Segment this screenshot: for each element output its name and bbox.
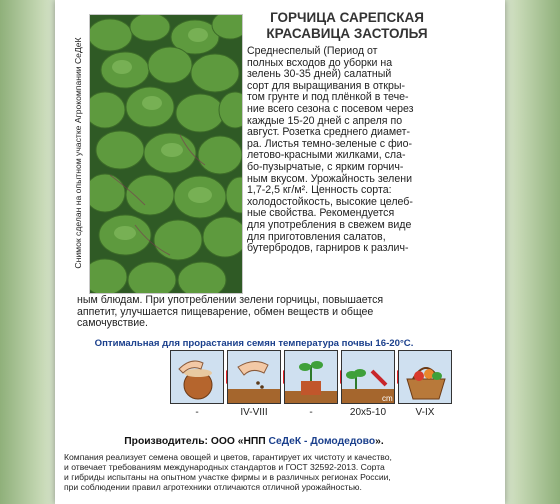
title-line-1: ГОРЧИЦА САРЕПСКАЯ (270, 10, 424, 25)
seedling-pot-icon (284, 350, 338, 404)
svg-text:cm: cm (382, 394, 393, 403)
description-column: Среднеспелый (Период от полных всходов до уборки на зелень 30-35 дней) салатный сорт для выращивания в откры- том грунте и под плёнкой в тече- ние всего сезона с посевом через каждые 15-20 дней с апреля по август. Розетка среднего диамет- ра. Листья темно-зеленые с фио- летово-красными жилками, сла- бо-пузырчатые, с ярким горчич- ным вкусом. Урожайность зелени 1,7-2,5 кг/м². Ценность сорта: холодостойкость, высокие целеб- ные свойства. Рекомендуется для употребления в свежем виде для приготовления салатов, бутербродов, гарниров к различ- (247, 45, 414, 255)
fine-print: Компания реализует семена овощей и цветов, гарантирует их чистоту и качество, и отвечает требованиям международных стандартов и ГОСТ 32592-2013. Сорта и гибриды испытаны на опытном участке фирмы и в различных регионах России, при соблюдении правил агротехники отличаются отличной урожайностью. (64, 452, 392, 492)
stage-label: - (309, 407, 313, 418)
photo-caption (69, 14, 87, 292)
description-continued: ным блюдам. При употреблении зелени горчицы, повышается аппетит, улучшается пищеварение, обмен веществ и общее самочувствие. (77, 294, 384, 330)
producer-suffix: ». (375, 436, 384, 447)
producer-prefix: Производитель: ООО «НПП (124, 436, 269, 447)
mustard-leaves-image (90, 15, 242, 293)
temperature-title: Оптимальная для прорастания семян температура почвы 16-20°С. (94, 338, 414, 349)
planting-spacing-icon (341, 350, 395, 404)
growing-stages (58, 350, 450, 404)
stage-label: - (195, 407, 199, 418)
producer-brand: СеДеК - Домодедово (268, 436, 376, 447)
title-line-2: КРАСАВИЦА ЗАСТОЛЬЯ (266, 26, 428, 41)
sowing-icon (227, 350, 281, 404)
product-title (247, 10, 447, 42)
producer-line (58, 436, 450, 447)
harvest-basket-icon (398, 350, 452, 404)
stage-label: V-IX (415, 407, 435, 418)
stage-label: 20x5-10 (349, 407, 387, 418)
seed-soak-icon (170, 350, 224, 404)
stage-label: IV-VIII (240, 407, 268, 418)
product-photo (89, 14, 243, 294)
photo-caption-text: Снимок сделан на опытном участке Агрокомпании СеДеК (73, 37, 83, 269)
